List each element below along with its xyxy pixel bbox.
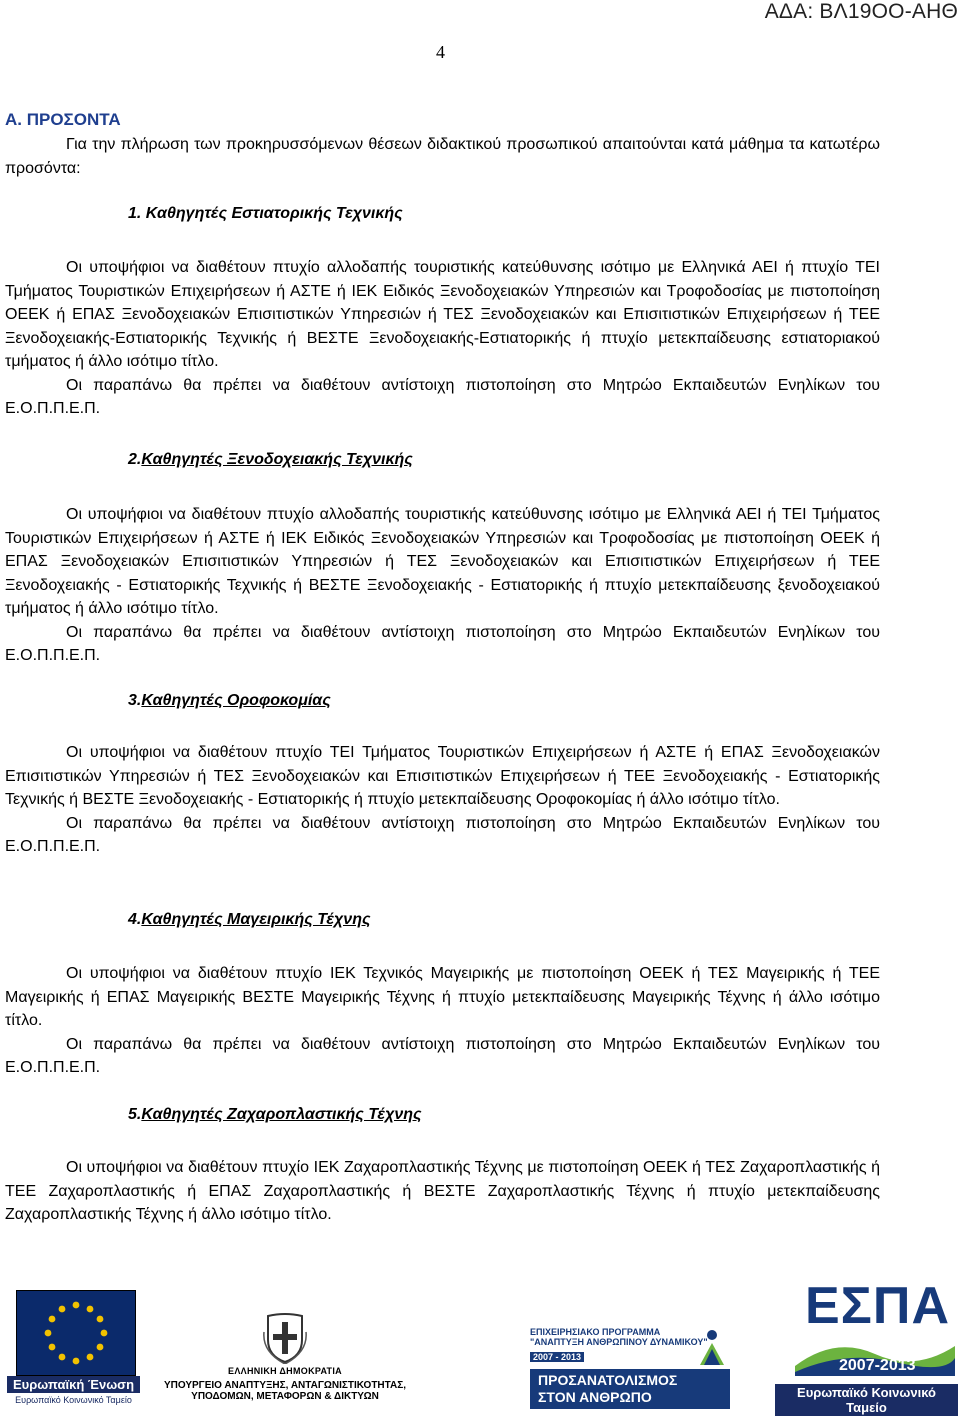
intro-text: Για την πλήρωση των προκηρυσσόμενων θέσεων διδακτικού προσωπικού απαιτούνται κατά μάθημα τα κατωτέρω προσόντα: xyxy=(5,136,880,177)
item-2-cert: Οι παραπάνω θα πρέπει να διαθέτουν αντίστοιχη πιστοποίηση στο Μητρώο Εκπαιδευτών Ενηλίκων του Ε.Ο.Π.Π.Ε.Π. xyxy=(5,623,880,664)
item-5-number: 5. xyxy=(128,1106,142,1123)
ada-code: ΑΔΑ: ΒΛ19ΟΟ-ΑΗΘ xyxy=(764,0,958,23)
program-emblem-icon xyxy=(695,1327,729,1367)
program-slogan-box xyxy=(530,1369,730,1409)
espa-tag: Ευρωπαϊκό Κοινωνικό Ταμείο xyxy=(775,1384,958,1416)
eu-fund: Ευρωπαϊκό Κοινωνικό Ταμείο xyxy=(15,1395,132,1405)
item-4-number: 4. xyxy=(128,911,142,928)
program-logo xyxy=(530,1327,730,1410)
item-3-body: Οι υποψήφιοι να διαθέτουν πτυχίο ΤΕΙ Τμήματος Τουριστικών Επιχειρήσεων ή ΑΣΤΕ ή ΕΠΑΣ Ξενοδοχειακών Επισιτιστικών Υπηρεσιών ή ΤΕΣ Ξενοδοχειακών και Επισιτιστικών Επιχειρήσεων ή ΤΕΕ Ξενοδοχειακής - Εστιατορικής Τεχνικής ή ΒΕΣΤΕ Ξενοδοχειακής - Εστιατορικής ή πτυχίο μετεκπαίδευσης Οροφοκομίας ή άλλο ισότιμο τίτλο. xyxy=(5,744,880,808)
item-1-body: Οι υποψήφιοι να διαθέτουν πτυχίο αλλοδαπής τουριστικής κατεύθυνσης ισότιμο με Ελληνικά ΑΕΙ ή πτυχίο ΤΕΙ Τμήματος Τουριστικών Επιχειρήσεων ή ΑΣΤΕ ή ΙΕΚ Ειδικός Ξενοδοχειακών Υπηρεσιών και Τροφοδοσίας με πιστοποίηση ΟΕΕΚ ή ΕΠΑΣ Ξενοδοχειακών Επισιτιστικών Υπηρεσιών ή ΤΕΣ Ξενοδοχειακών και Επισιτιστικών Επιχειρήσεων ή ΤΕΕ Ξενοδοχειακής-Εστιατορικής Τεχνικής ή ΒΕΣΤΕ Ξενοδοχειακής-Εστιατορικής ή πτυχίο μετεκπαίδευσης εστιατοριακού τμήματος ή άλλο ισότιμο τίτλο. xyxy=(5,259,880,370)
intro-paragraph xyxy=(5,133,880,180)
item-5-block xyxy=(5,1156,880,1227)
ministry-label: ΥΠΟΥΡΓΕΙΟ ΑΝΑΠΤΥΞΗΣ, ΑΝΤΑΓΩΝΙΣΤΙΚΟΤΗΤΑΣ, ΥΠΟΔΟΜΩΝ, ΜΕΤΑΦΟΡΩΝ & ΔΙΚΤΥΩΝ xyxy=(163,1380,407,1402)
item-4-body: Οι υποψήφιοι να διαθέτουν πτυχίο ΙΕΚ Τεχνικός Μαγειρικής με πιστοποίηση ΟΕΕΚ ή ΤΕΣ Μαγειρικής ή ΤΕΕ Μαγειρικής ή ΕΠΑΣ Μαγειρικής ΒΕΣΤΕ Μαγειρικής Τέχνης ή πτυχίο μετεκπαίδευσης Μαγειρικής Τέχνης ή άλλο ισότιμο τίτλο. xyxy=(5,965,880,1029)
item-3-block xyxy=(5,741,880,859)
eu-flag-icon xyxy=(16,1290,136,1376)
item-2-title xyxy=(128,451,413,469)
item-2-body: Οι υποψήφιοι να διαθέτουν πτυχίο αλλοδαπής τουριστικής κατεύθυνσης ισότιμο με Ελληνικά ΑΕΙ ή ΤΕΙ Τμήματος Τουριστικών Επιχειρήσεων ή ΑΣΤΕ ή ΙΕΚ Ειδικός Ξενοδοχειακών Υπηρεσιών και Τροφοδοσίας με πιστοποίηση ΟΕΕΚ ή ΕΠΑΣ Ξενοδοχειακών Επισιτιστικών Υπηρεσιών ή ΤΕΣ Ξενοδοχειακών και Επισιτιστικών Επιχειρήσεων ή ΤΕΕ Ξενοδοχειακής - Εστιατορικής Τεχνικής ή ΒΕΣΤΕ Ξενοδοχειακής - Εστιατορικής ή πτυχίο μετεκπαίδευσης ξενοδοχειακού τμήματος ή άλλο ισότιμο τίτλο. xyxy=(5,506,880,617)
espa-logo xyxy=(775,1277,958,1415)
greek-emblem-icon xyxy=(262,1312,308,1364)
greek-ministry-logo xyxy=(150,1312,420,1410)
espa-years-graphic xyxy=(795,1336,955,1376)
espa-word: ΕΣΠΑ xyxy=(805,1277,950,1335)
item-1-number: 1. xyxy=(128,205,142,222)
item-3-title xyxy=(128,692,331,710)
section-title: Α. ΠΡΟΣΟΝΤΑ xyxy=(5,110,121,129)
item-2-block xyxy=(5,503,880,668)
item-3-number: 3. xyxy=(128,692,142,709)
item-4-cert: Οι παραπάνω θα πρέπει να διαθέτουν αντίστοιχη πιστοποίηση στο Μητρώο Εκπαιδευτών Ενηλίκων του Ε.Ο.Π.Π.Ε.Π. xyxy=(5,1035,880,1076)
item-2-number: 2. xyxy=(128,451,142,468)
item-1-block xyxy=(5,256,880,421)
item-4-title-text: Καθηγητές Μαγειρικής Τέχνης xyxy=(141,911,371,928)
item-1-title xyxy=(128,205,403,223)
program-slogan-2: ΣΤΟΝ ΑΝΘΡΩΠΟ xyxy=(538,1389,652,1405)
item-4-title xyxy=(128,911,370,929)
item-5-title-text: Καθηγητές Ζαχαροπλαστικής Τέχνης xyxy=(141,1106,422,1123)
program-slogan-1: ΠΡΟΣΑΝΑΤΟΛΙΣΜΟΣ xyxy=(538,1372,678,1388)
greek-republic-label: ΕΛΛΗΝΙΚΗ ΔΗΜΟΚΡΑΤΙΑ xyxy=(228,1366,342,1376)
program-line-1: ΕΠΙΧΕΙΡΗΣΙΑΚΟ ΠΡΟΓΡΑΜΜΑ xyxy=(530,1327,661,1337)
item-2-title-text: Καθηγητές Ξενοδοχειακής Τεχνικής xyxy=(141,451,413,468)
item-1-title-text: Καθηγητές Εστιατορικής Τεχνικής xyxy=(145,205,403,222)
item-5-body: Οι υποψήφιοι να διαθέτουν πτυχίο ΙΕΚ Ζαχαροπλαστικής Τέχνης με πιστοποίηση ΟΕΕΚ ή ΤΕΣ Ζαχαροπλαστικής ή ΤΕΕ Ζαχαροπλαστικής ή ΕΠΑΣ Ζαχαροπλαστικής ή ΒΕΣΤΕ Ζαχαροπλαστικής Τέχνης ή πτυχίο μετεκπαίδευσης Ζαχαροπλαστικής Τέχνης ή άλλο ισότιμο τίτλο. xyxy=(5,1159,880,1223)
eu-name: Ευρωπαϊκή Ένωση xyxy=(7,1376,140,1393)
footer-logos xyxy=(0,1272,960,1415)
page-number: 4 xyxy=(436,42,445,62)
program-years: 2007 - 2013 xyxy=(530,1352,584,1362)
eu-logo xyxy=(2,1272,145,1410)
item-4-block xyxy=(5,962,880,1080)
item-3-cert: Οι παραπάνω θα πρέπει να διαθέτουν αντίστοιχη πιστοποίηση στο Μητρώο Εκπαιδευτών Ενηλίκων του Ε.Ο.Π.Π.Ε.Π. xyxy=(5,814,880,855)
item-5-title xyxy=(128,1106,422,1124)
item-1-cert: Οι παραπάνω θα πρέπει να διαθέτουν αντίστοιχη πιστοποίηση στο Μητρώο Εκπαιδευτών Ενηλίκων του Ε.Ο.Π.Π.Ε.Π. xyxy=(5,376,880,417)
item-3-title-text: Καθηγητές Οροφοκομίας xyxy=(141,692,331,709)
program-line-2: "ΑΝΑΠΤΥΞΗ ΑΝΘΡΩΠΙΝΟΥ ΔΥΝΑΜΙΚΟΥ" xyxy=(530,1337,708,1347)
espa-years-text: 2007-2013 xyxy=(839,1357,916,1374)
